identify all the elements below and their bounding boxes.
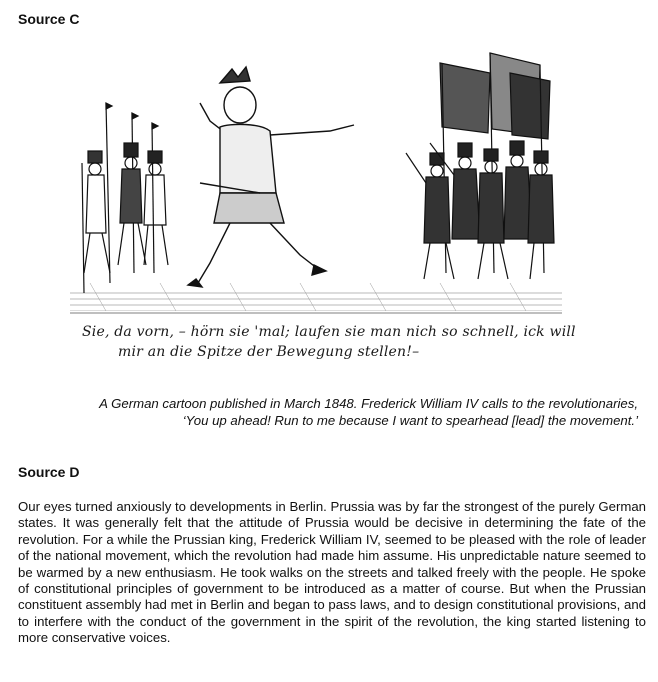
cartoon-image <box>70 43 562 370</box>
source-d-heading: Source D <box>18 464 80 480</box>
cartoon-illustration <box>70 43 562 370</box>
source-c-heading: Source C <box>18 11 80 27</box>
source-d-body: Our eyes turned anxiously to developments in Berlin. Prussia was by far the strongest of the purely German states. It was generally felt that the attitude of Prussia would be decisive in determining the fate of the revolution. For a while the Prussian king, Frederick William IV, seemed to be pleased with the role of leader of the national movement, which the revolution had made him assume. His unpredictable nature seemed to be warmed by a new enthusiasm. He took walks on the streets and talked freely with the people. He spoke of constitutional principles of government to be introduced as a matter of course. But when the Prussian constituent assembly had met in Berlin and began to pass laws, and to design constitutional provisions, and to interfere with the conduct of the government in the spirit of the revolution, the king started listening to more conservative voices. <box>18 499 646 646</box>
cartoon-caption-line-1: Sie, da vorn, – hörn sie 'mal; laufen sie man nich so schnell, ick will <box>82 324 576 340</box>
figure-caption-line-1: A German cartoon published in March 1848. Frederick William IV calls to the revolutionaries, <box>99 396 638 411</box>
figure-caption-line-2: ‘You up ahead! Run to me because I want to spearhead [lead] the movement.’ <box>182 412 638 428</box>
cartoon-caption-line-2: mir an die Spitze der Bewegung stellen!– <box>118 344 420 360</box>
figure-caption <box>18 396 638 429</box>
